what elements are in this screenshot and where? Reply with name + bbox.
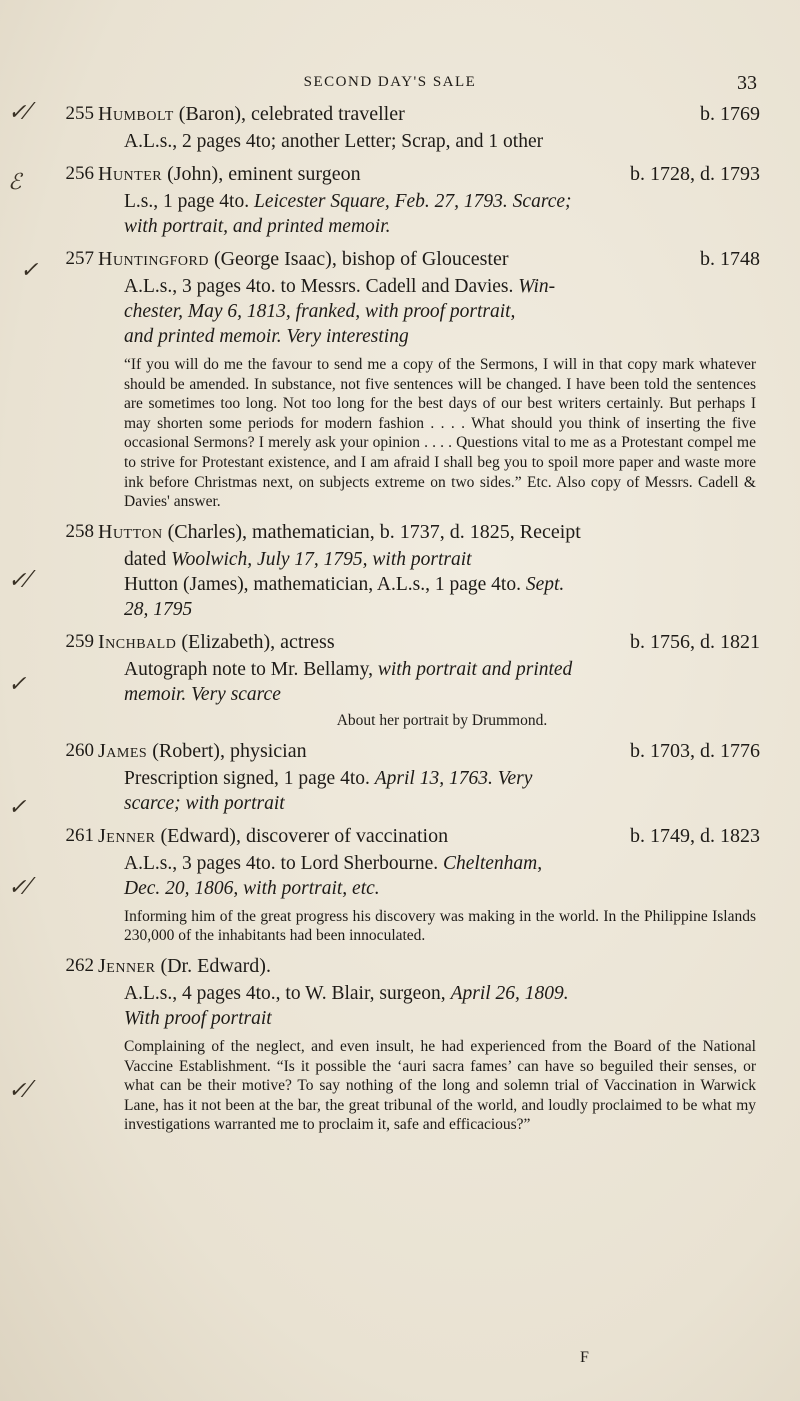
lot-name	[98, 248, 508, 271]
lot-name	[98, 631, 335, 654]
description-segment: Leicester Square, Feb. 27, 1793. Scarce;	[253, 191, 572, 212]
lot-dates: b. 1756, d. 1821	[630, 630, 760, 653]
description-line	[124, 274, 760, 299]
lot-dates: b. 1728, d. 1793	[630, 163, 760, 185]
lot-surname: James	[98, 739, 148, 762]
lot-surname: Jenner	[98, 824, 156, 847]
description-segment: L.s., 1 page 4to.	[124, 191, 254, 212]
description-segment: Autograph note to Mr. Bellamy,	[124, 658, 378, 680]
lot-given-name: (Elizabeth), actress	[181, 630, 335, 653]
margin-tick-mark: ✓⁄	[8, 100, 31, 125]
lot-description	[124, 981, 760, 1031]
description-line	[124, 597, 760, 622]
description-segment: Dec. 20, 1806, with portrait, etc.	[124, 877, 380, 899]
description-line	[124, 214, 760, 239]
description-line	[124, 791, 760, 816]
lot-entry	[0, 103, 800, 154]
description-line	[124, 299, 760, 324]
lot-list	[0, 103, 800, 1144]
lot-name	[98, 740, 307, 763]
lot-entry	[0, 631, 800, 731]
description-line	[124, 189, 760, 214]
lot-description	[124, 129, 760, 154]
description-segment: A.L.s., 2 pages 4to; another Letter; Scrap, and 1 other	[124, 131, 544, 152]
description-segment: Cheltenham,	[443, 852, 543, 874]
description-line	[124, 766, 760, 791]
lot-given-name: (Baron), celebrated traveller	[178, 103, 405, 125]
description-segment: April 26, 1809.	[450, 982, 569, 1004]
lot-entry	[0, 825, 800, 946]
lot-given-name: (Dr. Edward).	[160, 954, 271, 977]
description-segment: and printed memoir. Very interesting	[124, 326, 409, 347]
lot-entry	[0, 955, 800, 1135]
lot-quotation: “If you will do me the favour to send me a copy of the Sermons, I will in that copy mark whatever should be amended. In substance, not five sentences will be changed. I have been told the sentences are sometimes too long. Not too long for the best days of our best writers certainly. But perhaps I may shorten some periods for modern fashion . . . . What should you think of inserting the five occasional Sermons? I merely ask your opinion . . . . Questions vital to me as a Protestant compel me to strive for Protestant existence, and I am afraid I shall beg you to spoil more paper and waste more ink before Christmas next, on subjects extreme on two sides.” Etc. Also copy of Messrs. Cadell & Davies' answer.	[124, 356, 756, 511]
description-segment: Prescription signed, 1 page 4to.	[124, 767, 375, 789]
margin-tick-mark: ✓⁄	[8, 568, 31, 593]
lot-heading	[0, 103, 800, 129]
description-segment: scarce; with portrait	[124, 792, 285, 814]
margin-tick-mark: ✓	[8, 795, 27, 820]
description-line	[124, 682, 760, 707]
lot-number: 255	[65, 103, 94, 124]
lot-given-name: (John), eminent surgeon	[167, 163, 361, 185]
margin-tick-mark: ✓⁄	[8, 875, 31, 900]
description-segment: with portrait and printed	[377, 658, 573, 680]
lot-given-name: (Robert), physician	[152, 739, 307, 762]
lot-note: About her portrait by Drummond.	[336, 711, 548, 729]
margin-tick-mark: ✓⁄	[8, 1078, 31, 1103]
lot-name	[98, 521, 581, 544]
description-segment: A.L.s., 3 pages 4to. to Lord Sherbourne.	[124, 852, 443, 874]
description-segment: April 13, 1763. Very	[374, 767, 533, 789]
lot-heading	[0, 163, 800, 189]
lot-surname: Huntingford	[98, 248, 209, 270]
lot-name	[98, 955, 271, 978]
lot-name	[98, 825, 448, 848]
description-segment: Sept.	[525, 573, 565, 595]
lot-heading	[0, 248, 800, 274]
lot-quotation: Complaining of the neglect, and even insult, he had experienced from the Board of the National Vaccine Establishment. “Is it possible the ‘auri sacra fames’ can have so beguiled their senses, or what can be their motive? To say nothing of the long and solemn trial of Vaccination in Warwick Lane, has it not been at the bar, the great tribunal of the world, and loudly proclaimed to be what my investigations warranted me to proclaim it, safe and efficacious?”	[124, 1037, 756, 1134]
lot-name	[98, 163, 361, 186]
lot-number: 260	[65, 739, 94, 761]
lot-name	[98, 103, 405, 126]
lot-surname: Hunter	[98, 163, 163, 185]
description-line	[124, 876, 760, 901]
lot-dates: b. 1769	[700, 103, 760, 125]
lot-surname: Hutton	[98, 520, 163, 543]
page-number: 33	[737, 72, 757, 94]
description-line	[124, 129, 760, 154]
description-segment: with portrait, and printed memoir.	[124, 216, 391, 237]
lot-description	[124, 766, 760, 816]
lot-heading	[0, 521, 800, 547]
lot-number: 258	[65, 520, 94, 542]
margin-tick-mark: ✓	[20, 258, 39, 283]
description-segment: Hutton (James), mathematician, A.L.s., 1 page 4to.	[124, 573, 526, 595]
lot-dates: b. 1703, d. 1776	[630, 739, 760, 762]
lot-description	[124, 657, 760, 707]
lot-heading	[0, 825, 800, 851]
lot-entry	[0, 740, 800, 816]
description-line	[124, 657, 760, 682]
lot-given-name: (George Isaac), bishop of Gloucester	[213, 248, 509, 270]
lot-number: 262	[65, 954, 94, 976]
description-segment: chester, May 6, 1813, franked, with proof portrait,	[124, 301, 516, 322]
description-segment: A.L.s., 3 pages 4to. to Messrs. Cadell and Davies.	[124, 276, 519, 297]
lot-surname: Humbolt	[98, 103, 174, 125]
lot-dates: b. 1749, d. 1823	[630, 824, 760, 847]
description-segment: 28, 1795	[124, 598, 193, 620]
lot-description	[124, 189, 760, 239]
description-line	[124, 547, 760, 572]
description-segment: Woolwich, July 17, 1795, with portrait	[171, 548, 472, 570]
lot-heading	[0, 740, 800, 766]
description-segment: dated	[124, 548, 172, 570]
description-line	[124, 324, 760, 349]
lot-heading	[0, 631, 800, 657]
lot-number: 259	[65, 630, 94, 652]
lot-surname: Inchbald	[98, 630, 177, 653]
description-line	[124, 1006, 760, 1031]
lot-number: 257	[65, 248, 94, 269]
description-line	[124, 572, 760, 597]
lot-quotation: Informing him of the great progress his discovery was making in the world. In the Philippine Islands 230,000 of the inhabitants had been innoculated.	[124, 907, 756, 945]
description-segment: memoir. Very scarce	[124, 683, 281, 705]
margin-tick-mark: ✓	[8, 672, 27, 697]
lot-description	[124, 547, 760, 622]
lot-number: 256	[65, 163, 94, 184]
margin-tick-mark: ℰ	[8, 170, 22, 195]
lot-dates: b. 1748	[700, 248, 760, 270]
lot-entry	[0, 163, 800, 239]
running-title: SECOND DAY'S SALE	[303, 74, 477, 90]
description-segment: A.L.s., 4 pages 4to., to W. Blair, surgeon,	[124, 982, 451, 1004]
signature-mark: F	[580, 1349, 589, 1366]
lot-number: 261	[65, 824, 94, 846]
lot-given-name: (Charles), mathematician, b. 1737, d. 1825, Receipt	[167, 520, 581, 543]
lot-entry	[0, 248, 800, 512]
lot-description	[124, 274, 760, 349]
lot-entry	[0, 521, 800, 622]
lot-given-name: (Edward), discoverer of vaccination	[160, 824, 449, 847]
lot-surname: Jenner	[98, 954, 156, 977]
description-segment: With proof portrait	[124, 1007, 272, 1029]
running-head	[0, 74, 800, 98]
description-line	[124, 981, 760, 1006]
description-line	[124, 851, 760, 876]
lot-heading	[0, 955, 800, 981]
lot-description	[124, 851, 760, 901]
description-segment: Win-	[518, 276, 556, 297]
